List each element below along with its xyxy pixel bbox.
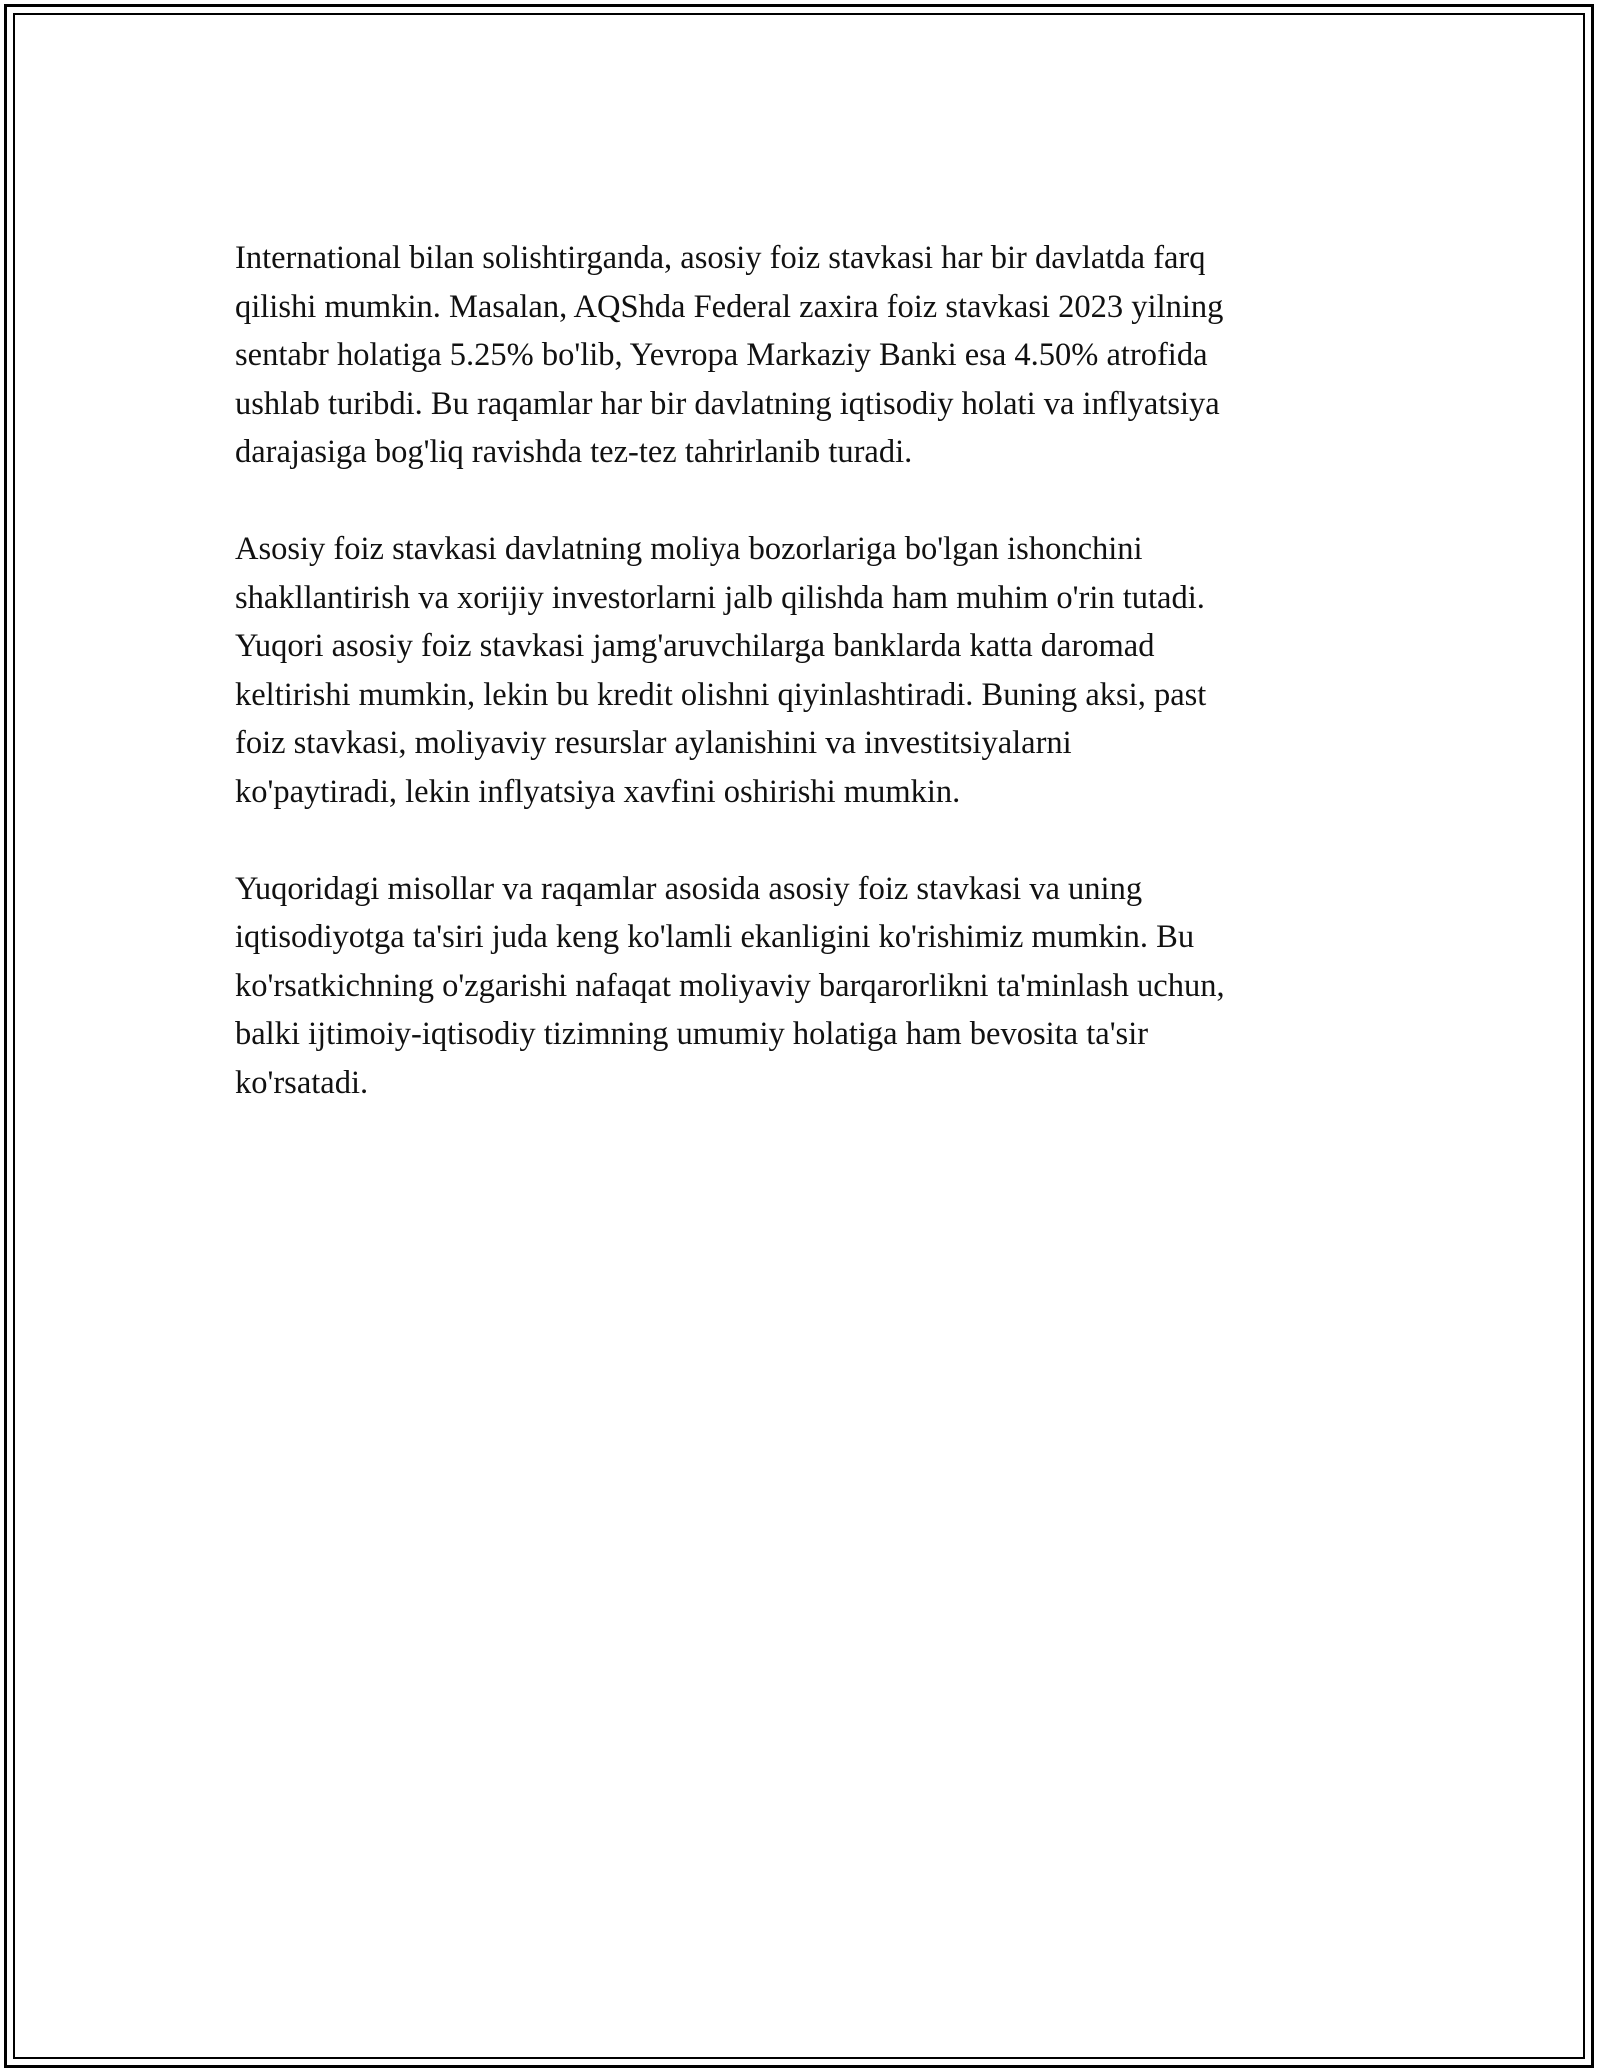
paragraph-line: iqtisodiyotga ta'siri juda keng ko'lamli ekanligini ko'rishimiz mumkin. Bu [235, 919, 1195, 955]
paragraph-line: foiz stavkasi, moliyaviy resurslar aylanishini va investitsiyalarni [235, 725, 1072, 761]
paragraph-line: ko'paytiradi, lekin inflyatsiya xavfini oshirishi mumkin. [235, 773, 961, 810]
paragraph-1 [235, 234, 1365, 477]
paragraph-2 [235, 525, 1365, 816]
paragraph-line: ushlab turibdi. Bu raqamlar har bir davlatning iqtisodiy holati va inflyatsiya [235, 385, 1220, 422]
paragraph-line: Asosiy foiz stavkasi davlatning moliya bozorlariga bo'lgan ishonchini [235, 531, 1143, 567]
paragraph-line: International bilan solishtirganda, asosiy foiz stavkasi har bir davlatda farq [235, 240, 1206, 276]
paragraph-line: Yuqoridagi misollar va raqamlar asosida asosiy foiz stavkasi va uning [235, 870, 1143, 907]
paragraph-line: keltirishi mumkin, lekin bu kredit olishni qiyinlashtiradi. Buning aksi, past [235, 676, 1207, 713]
paragraph-line: ko'rsatadi. [235, 1064, 369, 1101]
paragraph-line: balki ijtimoiy-iqtisodiy tizimning umumiy holatiga ham bevosita ta'sir [235, 1016, 1149, 1052]
paragraph-line: Yuqori asosiy foiz stavkasi jamg'aruvchilarga banklarda katta daromad [235, 628, 1155, 664]
paragraph-line: sentabr holatiga 5.25% bo'lib, Yevropa Markaziy Banki esa 4.50% atrofida [235, 337, 1208, 373]
paragraph-line: ko'rsatkichning o'zgarishi nafaqat moliyaviy barqarorlikni ta'minlash uchun, [235, 967, 1225, 1004]
paragraph-line: shakllantirish va xorijiy investorlarni jalb qilishda ham muhim o'rin tutadi. [235, 579, 1205, 616]
paragraph-line: darajasiga bog'liq ravishda tez-tez tahrirlanib turadi. [235, 434, 913, 470]
paragraph-line: qilishi mumkin. Masalan, AQShda Federal zaxira foiz stavkasi 2023 yilning [235, 288, 1224, 325]
paragraph-3 [235, 865, 1365, 1108]
document-body [235, 234, 1365, 1156]
